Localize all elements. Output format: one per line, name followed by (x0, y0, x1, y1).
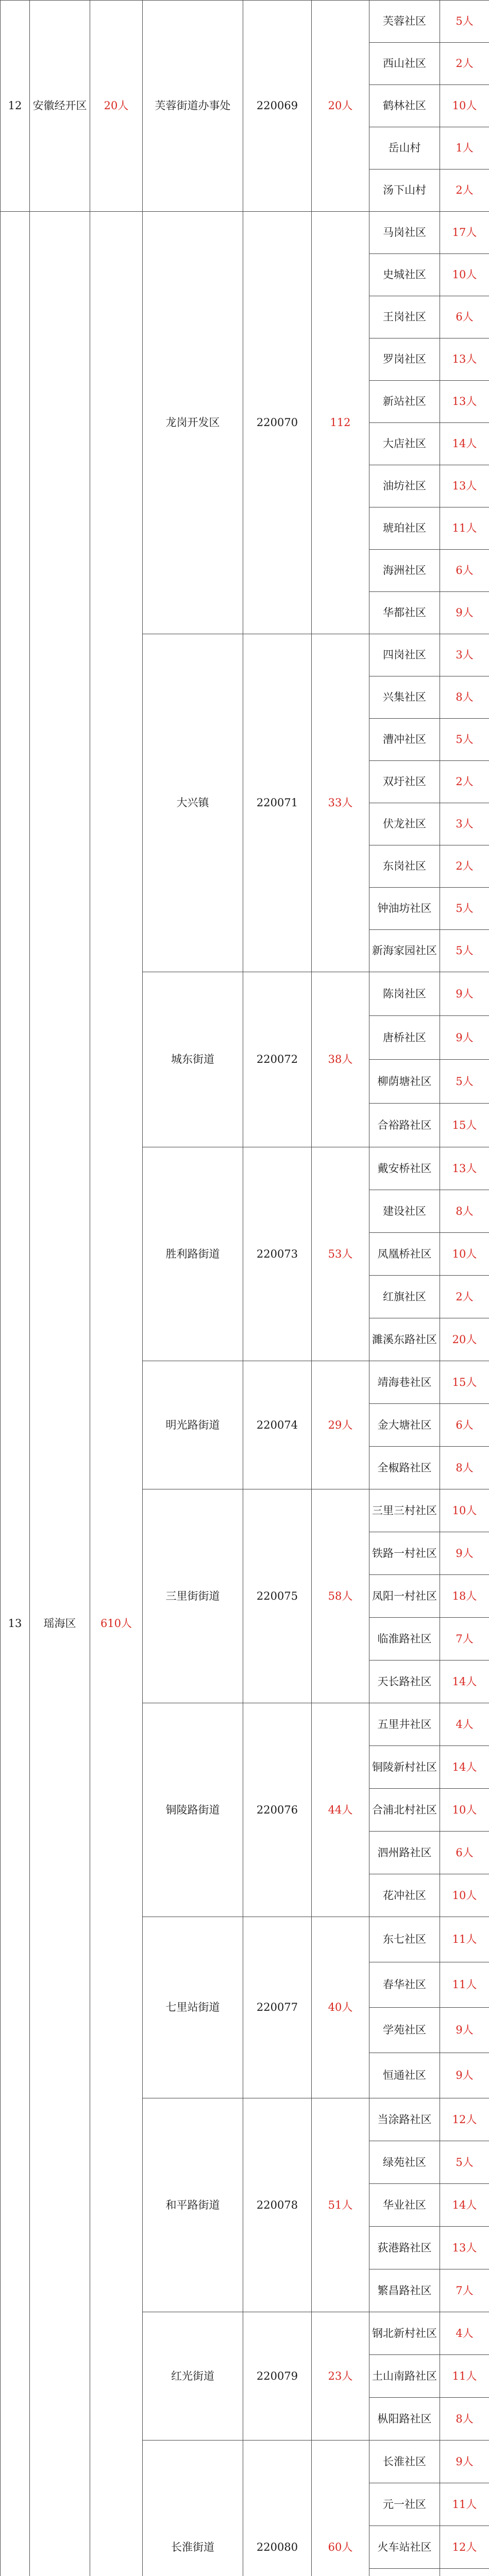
count-cell: 18人 (440, 1575, 489, 1618)
community-cell: 汤下山村 (369, 170, 440, 212)
count-cell: 6人 (440, 1832, 489, 1874)
count-cell: 10人 (440, 1874, 489, 1917)
code-cell: 220075 (243, 1489, 312, 1703)
count-cell: 9人 (440, 592, 489, 634)
community-cell: 芙蓉社区 (369, 1, 440, 43)
community-cell: 泗州路社区 (369, 1832, 440, 1874)
community-cell: 东七社区 (369, 1917, 440, 1962)
count-cell: 5人 (440, 930, 489, 972)
count-cell: 9人 (440, 2053, 489, 2098)
subdistrict-total-cell: 23人 (312, 2312, 369, 2441)
community-cell: 学苑社区 (369, 2008, 440, 2053)
community-cell: 柳荫塘社区 (369, 1060, 440, 1104)
community-cell: 伏龙社区 (369, 803, 440, 845)
community-cell: 海洲社区 (369, 550, 440, 592)
subdistrict-cell: 芙蓉街道办事处 (143, 1, 243, 212)
count-cell: 12人 (440, 2098, 489, 2141)
count-cell: 10人 (440, 85, 489, 127)
district-cell: 安徽经开区 (30, 1, 90, 212)
community-cell: 史城社区 (369, 254, 440, 296)
count-cell: 3人 (440, 634, 489, 676)
count-cell: 9人 (440, 1016, 489, 1060)
community-cell: 火车站社区 (369, 2526, 440, 2569)
count-cell: 2人 (440, 1276, 489, 1318)
code-cell: 220078 (243, 2098, 312, 2312)
count-cell: 14人 (440, 2184, 489, 2227)
community-cell: 红旗社区 (369, 1276, 440, 1318)
community-cell: 钢北新村社区 (369, 2312, 440, 2355)
community-cell: 荻港路社区 (369, 2227, 440, 2269)
subdistrict-total-cell: 60人 (312, 2441, 369, 2576)
community-cell: 华业社区 (369, 2184, 440, 2227)
community-cell: 戴安桥社区 (369, 1147, 440, 1190)
community-cell: 合浦北村社区 (369, 1789, 440, 1832)
count-cell: 12人 (440, 2526, 489, 2569)
count-cell: 7人 (440, 1618, 489, 1660)
community-cell: 王岗社区 (369, 296, 440, 338)
community-cell: 全椒路社区 (369, 1447, 440, 1489)
community-cell: 东岗社区 (369, 845, 440, 888)
seq-cell: 13 (1, 212, 30, 2576)
community-cell: 合裕路社区 (369, 1104, 440, 1147)
code-cell: 220073 (243, 1147, 312, 1361)
subdistrict-cell: 胜利路街道 (143, 1147, 243, 1361)
community-cell: 铜陵新村社区 (369, 1746, 440, 1789)
count-cell: 10人 (440, 254, 489, 296)
subdistrict-cell: 红光街道 (143, 2312, 243, 2441)
code-cell: 220072 (243, 972, 312, 1147)
count-cell: 8人 (440, 676, 489, 719)
community-cell: 钟油坊社区 (369, 888, 440, 930)
community-cell (369, 2569, 440, 2576)
subdistrict-total-cell: 112 (312, 212, 369, 634)
code-cell: 220077 (243, 1917, 312, 2098)
subdistrict-cell: 明光路街道 (143, 1361, 243, 1489)
community-cell: 四岗社区 (369, 634, 440, 676)
community-cell: 大店社区 (369, 423, 440, 465)
subdistrict-cell: 大兴镇 (143, 634, 243, 972)
count-cell: 4人 (440, 1703, 489, 1746)
count-cell: 3人 (440, 803, 489, 845)
count-cell: 2人 (440, 170, 489, 212)
community-cell: 新站社区 (369, 381, 440, 423)
count-cell: 13人 (440, 1147, 489, 1190)
count-cell: 5人 (440, 719, 489, 761)
count-cell: 10人 (440, 1489, 489, 1532)
community-cell: 罗岗社区 (369, 338, 440, 381)
community-cell: 濉溪东路社区 (369, 1318, 440, 1361)
community-cell: 双圩社区 (369, 761, 440, 803)
count-cell: 10人 (440, 1789, 489, 1832)
code-cell: 220076 (243, 1703, 312, 1917)
count-cell: 2人 (440, 761, 489, 803)
count-cell: 11人 (440, 507, 489, 550)
community-cell: 华都社区 (369, 592, 440, 634)
seq-cell: 12 (1, 1, 30, 212)
table-row (1, 1, 489, 43)
count-cell: 20人 (440, 1318, 489, 1361)
community-cell: 岳山村 (369, 127, 440, 170)
community-cell: 天长路社区 (369, 1660, 440, 1703)
count-cell (440, 2569, 489, 2576)
count-cell: 9人 (440, 2008, 489, 2053)
count-cell: 6人 (440, 1404, 489, 1447)
community-cell: 花冲社区 (369, 1874, 440, 1917)
community-cell: 恒通社区 (369, 2053, 440, 2098)
count-cell: 8人 (440, 1190, 489, 1233)
community-cell: 春华社区 (369, 1962, 440, 2008)
count-cell: 13人 (440, 381, 489, 423)
community-cell: 长淮社区 (369, 2441, 440, 2483)
count-cell: 13人 (440, 338, 489, 381)
subdistrict-cell: 七里站街道 (143, 1917, 243, 2098)
count-cell: 14人 (440, 1746, 489, 1789)
district-cell: 瑶海区 (30, 212, 90, 2576)
count-cell: 13人 (440, 465, 489, 507)
community-cell: 三里三村社区 (369, 1489, 440, 1532)
count-cell: 11人 (440, 2483, 489, 2526)
district-total-cell: 610人 (90, 212, 143, 2576)
count-cell: 13人 (440, 2227, 489, 2269)
community-cell: 新海家园社区 (369, 930, 440, 972)
community-cell: 临淮路社区 (369, 1618, 440, 1660)
count-cell: 15人 (440, 1104, 489, 1147)
code-cell: 220074 (243, 1361, 312, 1489)
community-cell: 建设社区 (369, 1190, 440, 1233)
community-cell: 铁路一村社区 (369, 1532, 440, 1575)
code-cell: 220080 (243, 2441, 312, 2576)
community-cell: 西山社区 (369, 43, 440, 85)
count-cell: 1人 (440, 127, 489, 170)
count-cell: 10人 (440, 1233, 489, 1276)
community-cell: 鹤林社区 (369, 85, 440, 127)
subdistrict-total-cell: 33人 (312, 634, 369, 972)
count-cell: 2人 (440, 845, 489, 888)
count-cell: 9人 (440, 1532, 489, 1575)
community-cell: 绿苑社区 (369, 2141, 440, 2184)
community-cell: 土山南路社区 (369, 2355, 440, 2398)
district-total-cell: 20人 (90, 1, 143, 212)
count-cell: 9人 (440, 972, 489, 1016)
count-cell: 6人 (440, 296, 489, 338)
table-body (1, 1, 489, 2576)
community-cell: 琥珀社区 (369, 507, 440, 550)
subdistrict-cell: 龙岗开发区 (143, 212, 243, 634)
count-cell: 6人 (440, 550, 489, 592)
subdistrict-total-cell: 44人 (312, 1703, 369, 1917)
code-cell: 220071 (243, 634, 312, 972)
count-cell: 14人 (440, 423, 489, 465)
subdistrict-total-cell: 53人 (312, 1147, 369, 1361)
subdistrict-cell: 和平路街道 (143, 2098, 243, 2312)
count-cell: 15人 (440, 1361, 489, 1404)
count-cell: 11人 (440, 1962, 489, 2008)
subdistrict-cell: 三里街街道 (143, 1489, 243, 1703)
community-cell: 兴集社区 (369, 676, 440, 719)
subdistrict-cell: 长淮街道 (143, 2441, 243, 2576)
count-cell: 8人 (440, 1447, 489, 1489)
community-cell: 油坊社区 (369, 465, 440, 507)
subdistrict-total-cell: 38人 (312, 972, 369, 1147)
community-cell: 繁昌路社区 (369, 2269, 440, 2312)
subdistrict-total-cell: 58人 (312, 1489, 369, 1703)
count-cell: 5人 (440, 2141, 489, 2184)
table-row (1, 212, 489, 254)
count-cell: 5人 (440, 888, 489, 930)
code-cell: 220070 (243, 212, 312, 634)
code-cell: 220079 (243, 2312, 312, 2441)
count-cell: 5人 (440, 1, 489, 43)
count-cell: 17人 (440, 212, 489, 254)
community-cell: 马岗社区 (369, 212, 440, 254)
community-cell: 凤阳一村社区 (369, 1575, 440, 1618)
community-cell: 金大塘社区 (369, 1404, 440, 1447)
community-cell: 靖海巷社区 (369, 1361, 440, 1404)
count-cell: 11人 (440, 2355, 489, 2398)
code-cell: 220069 (243, 1, 312, 212)
subdistrict-cell: 铜陵路街道 (143, 1703, 243, 1917)
count-cell: 9人 (440, 2441, 489, 2483)
community-cell: 元一社区 (369, 2483, 440, 2526)
community-cell: 漕冲社区 (369, 719, 440, 761)
subdistrict-cell: 城东街道 (143, 972, 243, 1147)
community-cell: 唐桥社区 (369, 1016, 440, 1060)
count-cell: 5人 (440, 1060, 489, 1104)
subdistrict-total-cell: 20人 (312, 1, 369, 212)
subdistrict-total-cell: 29人 (312, 1361, 369, 1489)
community-cell: 陈岗社区 (369, 972, 440, 1016)
count-cell: 14人 (440, 1660, 489, 1703)
count-cell: 4人 (440, 2312, 489, 2355)
count-cell: 8人 (440, 2398, 489, 2441)
community-cell: 五里井社区 (369, 1703, 440, 1746)
count-cell: 2人 (440, 43, 489, 85)
community-cell: 枞阳路社区 (369, 2398, 440, 2441)
count-cell: 11人 (440, 1917, 489, 1962)
community-cell: 凤凰桥社区 (369, 1233, 440, 1276)
subdistrict-total-cell: 51人 (312, 2098, 369, 2312)
subdistrict-total-cell: 40人 (312, 1917, 369, 2098)
community-cell: 当涂路社区 (369, 2098, 440, 2141)
count-cell: 7人 (440, 2269, 489, 2312)
